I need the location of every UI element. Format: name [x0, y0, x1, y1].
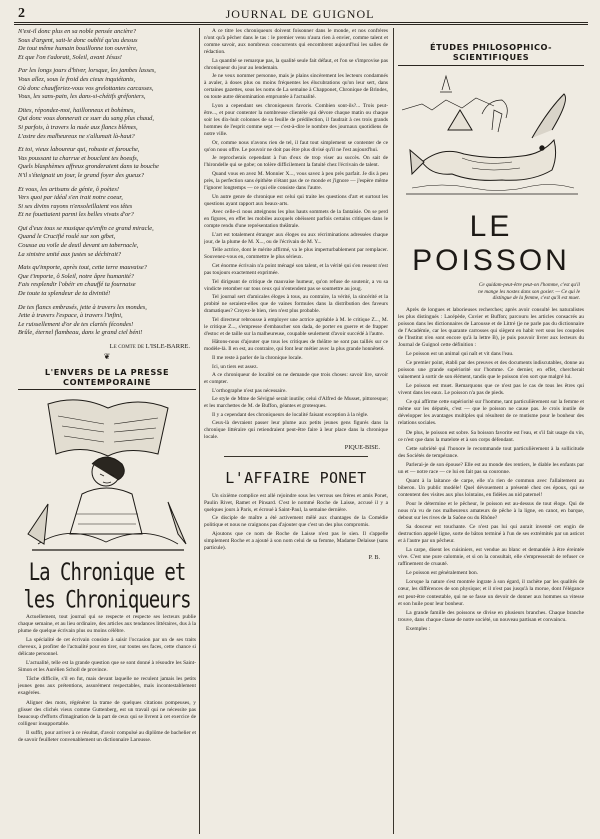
poem-line: Par les longs jours d'hiver, lorsque, les jambes lasses, — [18, 67, 156, 75]
paragraph: Il y a cependant des chroniqueurs de localité faisant exception à la règle. — [212, 411, 369, 418]
paragraph: Le poisson est muet. Remarquons que ce n'est pas le cas de tous les êtres qui vivent dans les eaux. Le poisson n'a pas de pieds. — [398, 383, 584, 397]
poem-line: Sous d'argent, sait-le donc oublié qu'au dessus — [18, 36, 138, 44]
divider — [224, 456, 368, 457]
paragraph: Il suffit, pour arriver à ce résultat, d'avoir compulsé au diplôme de bachelier et de savoir feuilleter convenablement un dictionnaire Larousse. — [18, 729, 196, 743]
poem-line: La sinistre unité aux justes se déchirait? — [18, 250, 122, 258]
poem-line: De tout même humain bouillonne ton ouvrière, — [18, 45, 138, 53]
poem-stanza — [18, 146, 196, 180]
paragraph: La quantité se remarque pas, la qualité seule fait défaut, et l'on se s'improvise pas chroniqueur du jour au lendemain. — [204, 57, 388, 71]
paragraph: Ici, un tiers est assez. — [212, 363, 258, 370]
paragraph: A ce chroniqueur de localité on ne demande que trois choses: savoir lire, savoir et compter. — [204, 372, 388, 386]
poem-stanza — [18, 304, 196, 338]
paragraph: Je reprocherais cependant à l'un d'eux de trop viser au succès. On sait de l'hirondelle qui se gobe; on tolère difficilement la fatuité chez l'écrivain de talent. — [204, 155, 388, 169]
column-right — [398, 28, 584, 834]
column-divider — [393, 28, 394, 834]
paragraph: Quant à la laitance de carpe, elle n'a rien de commun avec l'allaitement au biberon. Un public modèle! Quel dévouement a présenté chez ces époux, qui se contentent des visites aux plus lointains, en fidèles au nid paternel! — [398, 477, 584, 498]
poem-line: Vers quoi par idéal s'en irait notre coeur, — [18, 194, 123, 202]
paragraph: Ce premier point, établi par des preuves et des documents indiscutables, donne au poisson une grande supériorité sur l'homme. Ce dernier, en effet, chercherait vainement à sortir de son élément, tandis que le poisson n'en sort que malgré lui. — [398, 360, 584, 381]
paragraph: Pour le détermine et le pêcheur, le poisson est au-dessus de tout éloge. Qui de nous n'a vu de nos malheureux amateurs de pêche à la ligne, en canot, en barque, debout sur les rives de la Saône ou du Rhône? — [398, 500, 584, 522]
poem-line: Et toi, vieux laboureur qui, robuste et farouche, — [18, 146, 140, 154]
poem-line: Brûle, éternel flambeau, dans le grand ciel béni! — [18, 329, 143, 337]
poem-line: Le ruissellement d'or de tes clartés fécondes! — [18, 320, 134, 328]
affaire-text — [204, 493, 388, 552]
column-left — [18, 28, 196, 834]
paragraph: La spécialité de cet écrivain consiste à saisir l'occasion par un de ses traits cheveux, à profiter de l'actualité pour en tirer, sur toutes ses faces, cette chance si délicate personnel. — [18, 637, 196, 658]
chronique-signature: PIQUE-BISE. — [344, 443, 380, 451]
header-rule — [14, 22, 588, 23]
paragraph: Ajoutons que ce nom de Roche de Laisse n'est pas le sien. Il s'appelle simplement Roche et a ajouté à son nom celui de sa femme, Madame Delaisse (sans particule). — [204, 530, 388, 551]
paragraph: Ce qui affirme cette supériorité sur l'homme, tant particulièrement sur la femme et même sur les députés, c'est — que le poisson ne cause pas. Je crois inutile de développer les avantages multiples qui résultent de ce mutisme pour le bonheur des relations sociales. — [398, 399, 584, 427]
paragraph: Lyon a cependant ses chroniqueurs favoris. Combien sont-ils?... Trois peut-être..., et pour contenter la nombreuse clientèle qui dévore chaque matin ou chaque soir les dix-huit colonnes de sa feuille de prédilection, il faudrait à ces trois grands hommes de l'esprit comme sept — c'est-à-dire le nombre des journaux quotidiens de notre ville. — [204, 102, 388, 138]
poem-line: Qui donc vous donnerait ce suer du sang plus chaud, — [18, 115, 154, 123]
poem-line: Vous, les sans-pain, les dans-si-chétifs gréfoniers, — [18, 93, 146, 101]
poisson-caption: Ce quidam-peut-être peut-on l'homme, c'est qu'il ne mange les nostes dans son gosier. — Ce qui le distingue de la femme, c'est qu'il est muet. — [478, 282, 580, 302]
poem-stanza — [18, 264, 196, 298]
poem-line: Cousue au voile de deuil devant un tabernacle, — [18, 242, 139, 250]
affaire-title: L'AFFAIRE PONET — [225, 468, 367, 487]
section-title-press: L'ENVERS DE LA PRESSE CONTEMPORAINE — [18, 367, 196, 390]
paragraph: Tel dirigeant de critique de mauvaise humeur, qu'on refuse de soutenir, a vu sa vindicte retomber sur tous ceux qui n'entendent pas se soumettre au joug. — [204, 278, 388, 292]
paragraph: La carpe, disent les cuisiniers, est vendue au blanc et demandée à être éreintée vive. C'est une pure calomnie, et si on la consultait, elle s'empresserait de refuser ce raffinement de cruauté. — [398, 547, 584, 568]
poem-line: Quand le Crucifié roulé sur son gibet, — [18, 233, 116, 241]
paragraph: Le poisson est généralement bon. — [406, 570, 479, 577]
poem-line: Vas poussant ta charrue et bouclant tes boeufs, — [18, 154, 139, 162]
poem-line: Mais qu'importe, après tout, cette terre mauvaise? — [18, 264, 147, 272]
paragraph: L'art est totalement étranger aux éloges ou aux récriminations adressées chaque jour, de la plume de M. X..., ou de l'écrivain de M. Y... — [204, 231, 388, 245]
paragraph: Je ne veux nommer personne, mais je plains sincèrement les lecteurs condamnés à avaler, à doses plus ou moins fréquentes les élucubrations qu'on leur sert, dans certaines gazettes, sous les noms de La semaine à Chapponet, Chronique de Brindes, ou toute autre dénomination empruntée à l'actualité. — [204, 73, 388, 101]
poem-line: Si parfois, à travers la nuée aux flancs blêmes, — [18, 123, 138, 131]
paragraph: Cette sobriété qui l'honore le recommande tout particulièrement à la sollicitude des Sociétés de tempérance. — [398, 445, 584, 459]
poem-line: Qui d'eux tous se musique qu'enfin ce grand miracle, — [18, 224, 154, 232]
column-divider — [199, 28, 200, 834]
paragraph: Sa douceur est touchante. Ce n'est pas lui qui aurait inventé cet engin de destruction appelé ligne, sorte de bâton terminé à l'un de ses extrémités par un asticot et à l'autre par un pêcheur. — [398, 524, 584, 545]
poem-line: Que t'importe, ô Soleil, notre âpre humanité? — [18, 272, 134, 280]
chronique-text-part1 — [18, 614, 196, 744]
paragraph: Actuellement, tout journal qui se respecte et respecte ses lecteurs publie chaque semaine, et au lieu ordinaire, des articles aux tendances littéraires, dus à la plume de quelque écrivain plus ou moins célèbre. — [18, 614, 196, 635]
paragraph: Or, comme nous n'avons rien de tel, il faut tout simplement se contenter de ce qu'on nous offre. Le pouvoir ne doit pas être plus divisé qu'il ne l'est aujourd'hui. — [204, 139, 388, 153]
paragraph: Il me reste à parler de la chronique locale. — [212, 355, 303, 362]
poem-signature: Le comte de L'ISLE-BARRE. — [109, 343, 190, 350]
paragraph: Tâche difficile, s'il en fut, mais devant laquelle ne reculent jamais les petits jeunes gens aux prétentions, assurément respectables, mais incontestablement exagérées. — [18, 676, 196, 697]
paragraph: Ce disciple de maître a été activement mêlé aux chantages de la Comédie politique et nous ne craignons pas d'ajouter que c'est un des plus compromis. — [204, 515, 388, 529]
illustration-chronique — [18, 394, 196, 558]
paragraph: Après de longues et laborieuses recherches; après avoir consulté les naturalistes les plus distingués : Lacépède, Cuvier et Buffon; parcouru les articles consacrés au poisson dans les dictionnaires de Larousse et de Littré (je ne parle pas du dictionnaire de l'Académie, car les quarante carrosses qui siègent en habit vert sous les coupoles de l'Institut n'en sont encore qu'à la lettre B), je puis pouvoir livrer aux lecteurs du Journal de Guignol cette définition : — [398, 306, 584, 349]
chronique-heading: La Chronique et les Chroniqueurs — [23, 558, 191, 614]
header-rule-2 — [14, 24, 588, 25]
poem-line: De tes flancs embrasés, jette à travers les mondes, — [18, 303, 147, 311]
paragraph: Lorsque la nature s'est montrée ingrate à son égard, il rachète par les qualités de cœur, les différences de son physique; et il n'est pas jusqu'à la morue, dont l'élégance est peut-être contestable, qui ne se fasse un devoir de donner aux hommes sa vitesse et son huile pour leur bonheur. — [398, 579, 584, 607]
poem-line: N'est-il donc plus en sa noble pensée ancière? — [18, 28, 137, 35]
poem-stanza — [18, 225, 196, 259]
paragraph: Hâtons-nous d'ajouter que tous les critiques de théâtre ne sont pas taillés sur ce modèle-là. Il en est, au contraire, qui font leur métier avec la plus grande honnêteté. — [204, 339, 388, 353]
paragraph: Le poisson est un animal qui naît et vit dans l'eau. — [406, 351, 514, 358]
poem-stanza — [18, 67, 196, 101]
page-number: 2 — [18, 6, 25, 21]
paragraph: Cet énorme écrivain n'a point ménagé son talent, et la vérité qui s'en ressent n'est pas toujours exactement exprimée. — [204, 262, 388, 276]
poem-line: Et que l'on t'adorait, Soleil, avant Jésus! — [18, 53, 122, 61]
poisson-title: LE POISSON — [412, 210, 570, 277]
chronique-text-part2 — [204, 28, 388, 442]
poem-line: Et vous, les artisans de génie, ô poètes! — [18, 185, 119, 193]
paragraph: La grande famille des poissons se divise en plusieurs branches. Chaque branche trouve, dans chaque classe de notre société, un nouveau partisan et convaincu. — [398, 609, 584, 623]
paragraph: Le style de Mme de Sévigné serait inutile; celui d'Alfred de Musset, pittoresque; et les marchettes de M. de Buffon, géantes et grotesques. — [204, 396, 388, 410]
paragraph: Exemples : — [406, 625, 431, 632]
poem-line: N'il s'éteignait un jour, le grand foyer des gueux? — [18, 171, 145, 179]
poem-line: L'astre des malheureux ne s'allumait là-haut? — [18, 132, 135, 140]
poem-stanza — [18, 107, 196, 141]
poem — [18, 28, 196, 338]
journal-title: JOURNAL DE GUIGNOL — [225, 7, 375, 21]
paragraph: Tel directeur rebrousse à employer une actrice agréable à M. le critique Z..., M. le critique Z..., s'empresse d'embaucher son dada, de porter en guerre et de frapper d'estoc et de taille sur la malheureuse, coupable seulement d'avoir succédé à l'autre. — [204, 316, 388, 337]
etudes-title: ÉTUDES PHILOSOPHICO-SCIENTIFIQUES — [398, 42, 584, 66]
paragraph: Avec celle-ci nous atteignons les plus hauts sommets de la fantaisie. On se perd en figures, en effet les mobiles auxquels obéissent parfois certains critiques dans le compte rendu d'une représentation théâtrale. — [204, 209, 388, 230]
poem-line: Où donc chaufferiez-vous vos grelottantes carcasses, — [18, 84, 154, 92]
poem-line: Fais resplendir l'obéir en chauffé ta fournaise — [18, 281, 136, 289]
paragraph: Ceux-là devraient passer leur plume aux petits jeunes gens figurés dans la chronique littéraire qui retiendraient peut-être faire à leur place dans la chronique locale. — [204, 420, 388, 441]
poem-line: Dites, répondez-moi, haillonneux et bohèmes, — [18, 106, 135, 114]
column-middle — [204, 28, 388, 834]
poem-line: Et ne fouettaient parmi les belles vivats d'or? — [18, 211, 134, 219]
affaire-signature: P. B. — [368, 553, 380, 561]
paragraph: L'actualité, telle est la grande question que se sont donné à résoudre les Saint-Simon et les Aurélien Scholl de province. — [18, 660, 196, 674]
paragraph: Un autre genre de chronique est celui qui traite les questions d'art et surtout les questions ayant rapport aux beaux-arts. — [204, 193, 388, 207]
fish-illustration — [402, 70, 584, 208]
paragraph: Telle actrice, dont le mérite affirmé, va le plus imperturbablement par remplacer. Souvenez-vous en, commettre le plus sérieux. — [204, 247, 388, 261]
paragraph: A ce titre les chroniqueurs doivent foisonner dans le monde, et nos confrères n'ont qu'à pêcher dans le tas : le premier venu n'aura rien à envier, comme talent et comme savoir, aux nombreux concurrents qui encombrent aujourd'hui les salles de rédaction. — [204, 28, 388, 56]
paragraph: Tel journal sert d'amicales éloges à tous, au contraire, la vérité, la sincérité et la probité ne seraient-elles que de vaines formules dans la distribution des faveurs dramatiques? Croyez-le bien, rien n'est plus probable. — [204, 294, 388, 315]
paragraph: Parlerai-je de son épouse? Elle est au monde des rentiers, le diable les enfants par un et — notre race — ce lui en fait pas sa couronne. — [398, 461, 584, 475]
poem-line: De toute ta splendeur de ta divinité! — [18, 290, 111, 298]
poem-stanza — [18, 186, 196, 220]
page-header — [14, 6, 586, 22]
poem-line: Si ses divins rayons n'ensoleillaient vos têtes — [18, 202, 133, 210]
etudes-text — [398, 307, 584, 633]
poem-line: Jette à travers l'espace, à travers l'infini, — [18, 312, 123, 320]
poem-stanza — [18, 28, 196, 62]
poem-line: Vous allez, sous le froid des cieux inquiétants, — [18, 75, 136, 83]
paragraph: L'orthographe n'est pas nécessaire. — [212, 387, 287, 394]
poem-line: Quels blasphèmes affreux gronderaient dans ta bouche — [18, 163, 159, 171]
paragraph: Un sixième complice est allé rejoindre sous les verrous ses frères et amis Ponet, Paulin Rivet, Ramet et Pinsard. C'est le nommé Roche de Laisse, accusé il y a quelques jours à Paris, et écroué à Saint-Paul, la semaine dernière. — [204, 492, 388, 513]
paragraph: De plus, le poisson est sobre. Sa boisson favorite est l'eau, et s'il fait usage du vin, ce n'est que dans la matelote et à son corps défendant. — [398, 429, 584, 443]
ornament: ❦ — [103, 352, 111, 361]
paragraph: Quand vous en avez M. Monnier X..., vous savez à peu près parfait. Je dis à peu près, la perfection sans épithète n'étant pas de ce monde et j'ignore — j'espère même l'ignorer longtemps — ce qui elle consiste dans l'autre. — [204, 170, 388, 191]
paragraph: Aligner des mots, régénérer la trame de quelques citations pompeuses, y glisser des clichés vieux comme Guttenberg, est un travail qui ne nécessite pas beaucoup d'efforts d'imagination de la part de ceux qui se livrent à cet exercice de colligeur insupportable. — [18, 699, 196, 727]
